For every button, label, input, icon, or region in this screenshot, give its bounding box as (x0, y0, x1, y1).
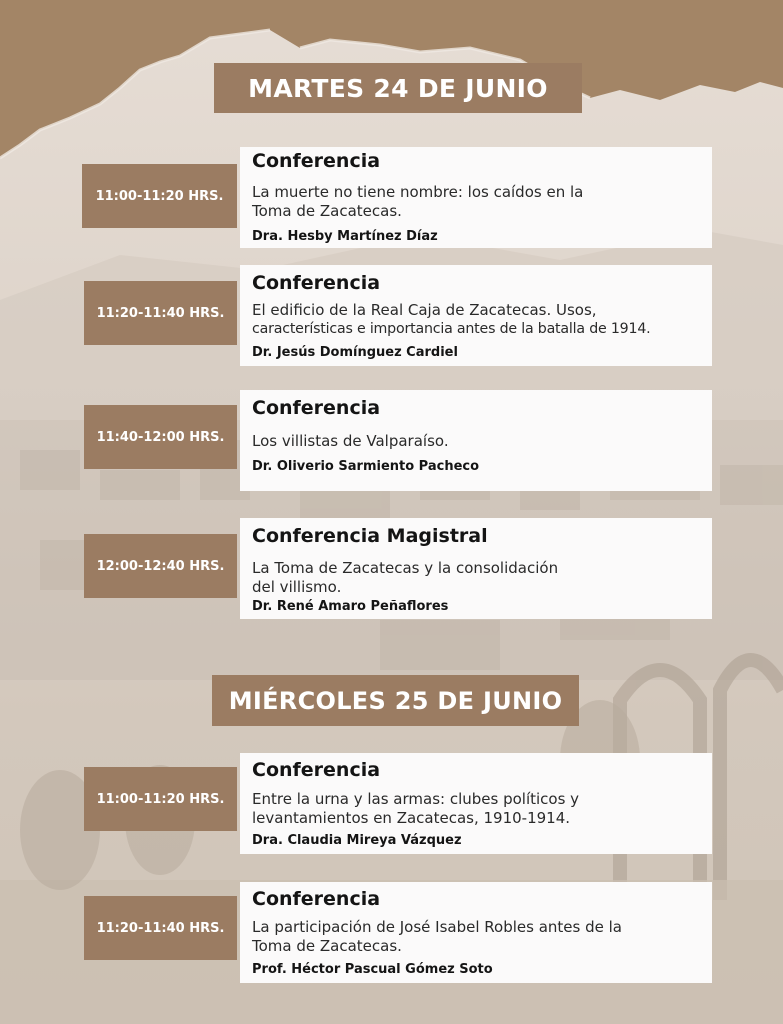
event-title-line: Toma de Zacatecas. (252, 937, 402, 955)
event-title (252, 432, 714, 451)
event-title (252, 301, 714, 339)
time-badge (84, 281, 237, 345)
event-title-line: El edificio de la Real Caja de Zacatecas. Usos, (252, 301, 597, 319)
time-text: 11:40-12:00 HRS. (96, 429, 225, 445)
event-type: Conferencia (252, 272, 381, 294)
event-title-line: La participación de José Isabel Robles antes de la (252, 918, 622, 936)
event-title-line: La Toma de Zacatecas y la consolidación (252, 559, 559, 577)
event-speaker: Dra. Hesby Martínez Díaz (252, 229, 438, 244)
event-title (252, 790, 714, 828)
event-title-line: características e importancia antes de la batalla de 1914. (252, 321, 651, 337)
event-type: Conferencia (252, 397, 381, 419)
event-title-line: del villismo. (252, 578, 342, 596)
day-header-1-text: MARTES 24 DE JUNIO (248, 73, 548, 103)
time-badge (84, 896, 237, 960)
event-type: Conferencia (252, 150, 381, 172)
time-text: 12:00-12:40 HRS. (96, 558, 225, 574)
event-title-line: Entre la urna y las armas: clubes políticos y (252, 790, 580, 808)
time-badge (82, 164, 237, 228)
day-header-1 (214, 63, 582, 113)
event-speaker: Dr. Oliverio Sarmiento Pacheco (252, 459, 480, 474)
event-card (240, 390, 712, 491)
event-type: Conferencia (252, 888, 381, 910)
event-title (252, 918, 714, 956)
event-card (240, 518, 712, 619)
event-speaker: Dr. Jesús Domínguez Cardiel (252, 345, 458, 360)
event-title-line: La muerte no tiene nombre: los caídos en la (252, 183, 584, 201)
event-speaker: Dra. Claudia Mireya Vázquez (252, 833, 462, 848)
time-text: 11:20-11:40 HRS. (96, 305, 225, 321)
event-card (240, 147, 712, 248)
event-type: Conferencia (252, 759, 381, 781)
event-speaker: Prof. Héctor Pascual Gómez Soto (252, 962, 493, 977)
time-text: 11:00-11:20 HRS. (96, 791, 225, 807)
event-title (252, 183, 714, 221)
time-text: 11:20-11:40 HRS. (96, 920, 225, 936)
day-header-2 (212, 675, 579, 726)
event-title-line: Los villistas de Valparaíso. (252, 432, 449, 450)
event-type: Conferencia Magistral (252, 525, 488, 547)
event-card (240, 753, 712, 854)
time-badge (84, 405, 237, 469)
time-text: 11:00-11:20 HRS. (95, 188, 224, 204)
event-card (240, 265, 712, 366)
event-title-line: Toma de Zacatecas. (252, 202, 402, 220)
time-badge (84, 534, 237, 598)
time-badge (84, 767, 237, 831)
event-speaker: Dr. René Amaro Peñaflores (252, 599, 449, 614)
event-card (240, 882, 712, 983)
day-header-2-text: MIÉRCOLES 25 DE JUNIO (228, 686, 563, 715)
event-title (252, 559, 714, 597)
event-title-line: levantamientos en Zacatecas, 1910-1914. (252, 809, 571, 827)
